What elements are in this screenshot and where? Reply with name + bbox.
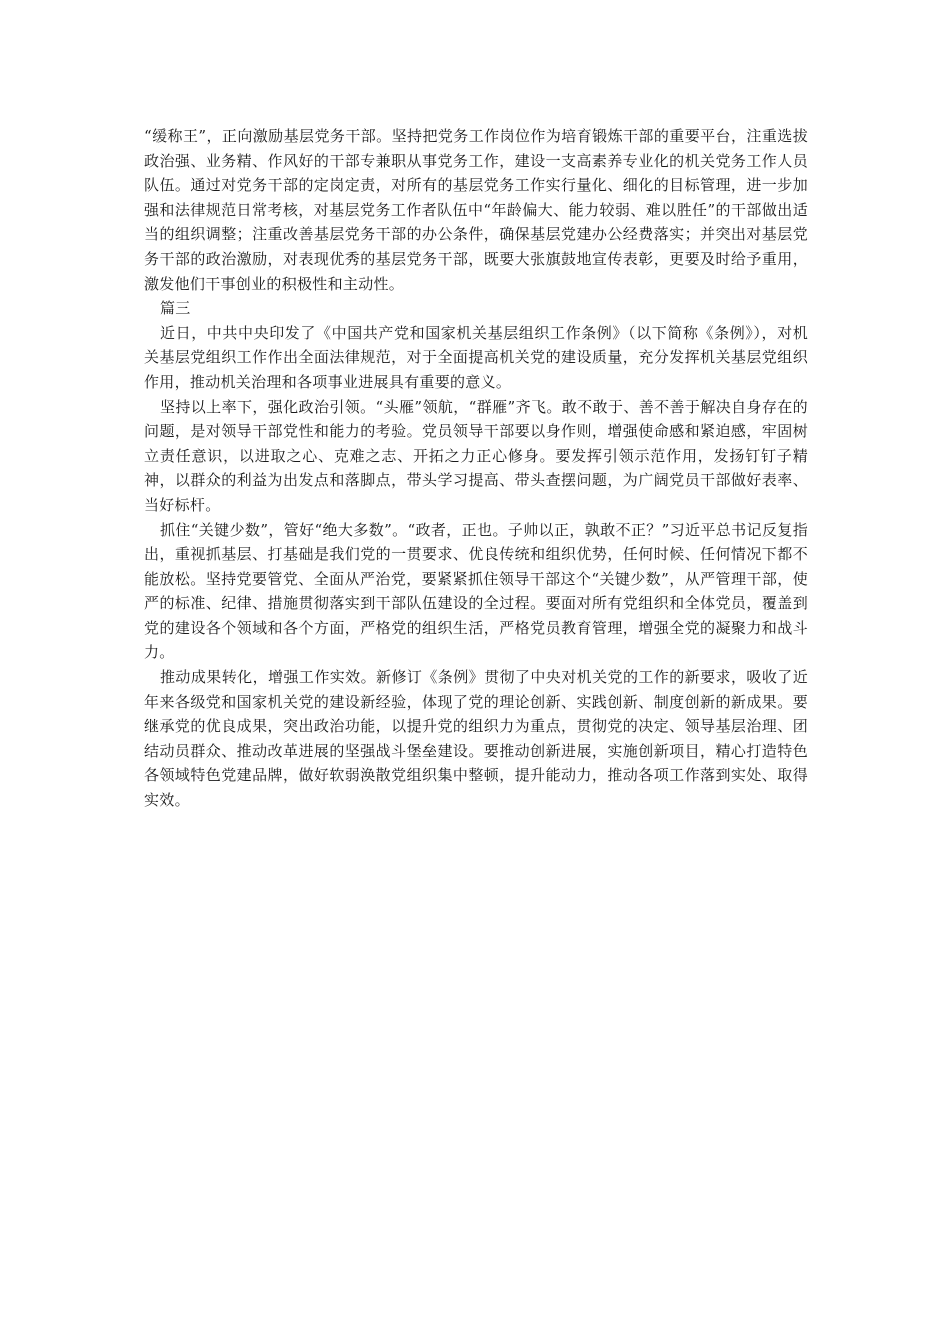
paragraph-results: 推动成果转化，增强工作实效。新修订《条例》贯彻了中央对机关党的工作的新要求，吸收了近年来各级党和国家机关党的建设新经验，体现了党的理论创新、实践创新、制度创新的新成果。要继承党的优良成果，突出政治功能，以提升党的组织力为重点，贯彻党的决定、领导基层治理、团结动员群众、推动改革进展的坚强战斗堡垒建设。要推动创新进展，实施创新项目，精心打造特色各领域特色党建品牌，做好软弱涣散党组织集中整顿，提升能动力，推动各项工作落到实处、取得实效。 <box>144 668 808 810</box>
paragraph-political-guidance: 坚持以上率下，强化政治引领。“头雁”领航，“群雁”齐飞。敢不敢于、善不善于解决自身存在的问题，是对领导干部党性和能力的考验。党员领导干部要以身作则，增强使命感和紧迫感，牢固树立责任意识，以进取之心、克难之志、开拓之力正心修身。要发挥引领示范作用，发扬钉钉子精神，以群众的利益为出发点和落脚点，带头学习提高、带头查摆问题，为广阔党员干部做好表率、当好标杆。 <box>144 397 808 514</box>
paragraph-continued: “缓称王”，正向激励基层党务干部。坚持把党务工作岗位作为培育锻炼干部的重要平台，注重选拔政治强、业务精、作风好的干部专兼职从事党务工作，建设一支高素养专业化的机关党务工作人员队伍。通过对党务干部的定岗定责，对所有的基层党务工作实行量化、细化的目标管理，进一步加强和法律规范日常考核，对基层党务工作者队伍中“年龄偏大、能力较弱、难以胜任”的干部做出适当的组织调整；注重改善基层党务干部的办公条件，确保基层党建办公经费落实；并突出对基层党务干部的政治激励，对表现优秀的基层党务干部，既要大张旗鼓地宣传表彰，更要及时给予重用，激发他们干事创业的积极性和主动性。 <box>144 127 808 293</box>
paragraph-intro: 近日，中共中央印发了《中国共产党和国家机关基层组织工作条例》（以下简称《条例》），对机关基层党组织工作作出全面法律规范，对于全面提高机关党的建设质量，充分发挥机关基层党组织作用，推动机关治理和各项事业进展具有重要的意义。 <box>144 323 808 391</box>
section-heading: 篇三 <box>160 299 191 318</box>
document-body <box>144 124 808 813</box>
paragraph-key-minority: 抓住“关键少数”，管好“绝大多数”。“政者，正也。子帅以正，孰敢不正？”习近平总书记反复指出，重视抓基层、打基础是我们党的一贯要求、优良传统和组织优势，任何时候、任何情况下都不能放松。坚持党要管党、全面从严治党，要紧紧抓住领导干部这个“关键少数”，从严管理干部，使严的标准、纪律、措施贯彻落实到干部队伍建设的全过程。要面对所有党组织和全体党员，覆盖到党的建设各个领域和各个方面，严格党的组织生活，严格党员教育管理，增强全党的凝聚力和战斗力。 <box>144 520 808 662</box>
